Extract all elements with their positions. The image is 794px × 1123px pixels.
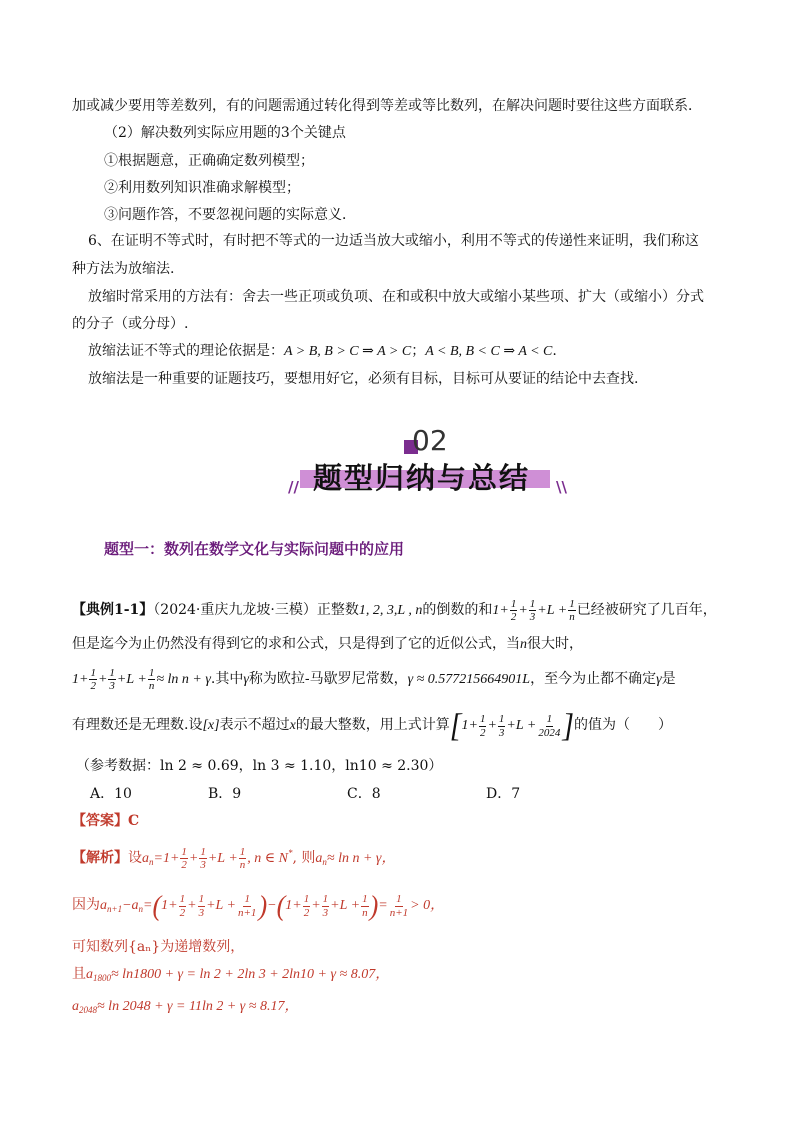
example-line-4: [72, 707, 673, 744]
math-var: a: [131, 898, 139, 914]
math-value: γ ≈ 0.577215664901L: [407, 671, 531, 687]
text: 但是迄今为止仍然没有得到它的求和公式，只是得到了它的近似公式，当: [72, 636, 520, 652]
math-op: +: [168, 898, 178, 914]
paren-left: (: [152, 889, 162, 922]
denominator: 2: [179, 906, 186, 919]
denominator: 2: [303, 906, 310, 919]
math-var: a: [142, 850, 149, 866]
denominator: 3: [200, 859, 206, 872]
math-approx: [315, 851, 395, 866]
math-rhs: ≈ ln1800 + γ = ln 2 + 2ln 3 + 2ln10 + γ ≈ 8.07，: [111, 967, 390, 982]
numerator: 1: [179, 893, 186, 906]
period: .: [552, 343, 557, 359]
math-op: +: [311, 898, 321, 914]
math-op: +: [187, 898, 197, 914]
subscript: 1800: [93, 973, 111, 983]
math-harmonic-sum: [492, 598, 576, 624]
analysis-line-1: [72, 846, 395, 871]
example-source: （2024·重庆九龙坡·三模）: [153, 601, 317, 618]
numerator: 1: [109, 667, 115, 679]
paren-right: ): [369, 889, 379, 922]
numerator: 1: [200, 846, 206, 858]
math-op: +: [79, 671, 89, 687]
denominator: 2: [479, 726, 486, 739]
math-term: 1: [285, 898, 293, 914]
math-op: +L +: [330, 898, 361, 914]
text: , 则: [292, 849, 316, 866]
slash-decoration-left: //: [288, 478, 299, 496]
subscript: n: [138, 904, 144, 915]
text: 正整数: [316, 601, 359, 618]
example-line-1: [72, 598, 717, 623]
section-number: 02: [412, 424, 448, 457]
numerator: 1: [198, 893, 205, 906]
analysis-line-4: [72, 967, 389, 983]
denominator: 2: [181, 859, 187, 872]
math-var: a: [86, 967, 93, 982]
text: 有理数还是无理数.设: [72, 717, 203, 734]
fraction: [198, 893, 206, 918]
text-line: [88, 344, 557, 359]
math-op: −: [267, 898, 277, 914]
subscript: n+1: [107, 904, 123, 915]
denominator: 2: [90, 680, 96, 693]
denominator: n: [569, 611, 575, 624]
fraction: [108, 667, 116, 692]
math-estimate: [86, 967, 389, 982]
text: 的值为（ ）: [574, 717, 673, 734]
text: 设: [128, 849, 142, 866]
text: 表示不超过: [219, 717, 290, 734]
analysis-line-3: 可知数列{aₙ}为递增数列，: [72, 939, 245, 955]
option-d: D．7: [486, 786, 521, 802]
math-var: n: [520, 637, 527, 652]
math-op: =: [378, 898, 388, 914]
example-label: 【典例1-1】: [72, 601, 154, 618]
numerator: 1: [244, 893, 250, 906]
math-var: a: [100, 898, 107, 914]
numerator: 1: [239, 846, 246, 858]
paren-left: (: [276, 889, 286, 922]
math-op: +L +: [206, 898, 236, 914]
numerator: 1: [479, 713, 486, 726]
fraction: [237, 893, 257, 918]
math-definition: [142, 846, 293, 872]
text-line: 的分子（或分母）.: [72, 316, 189, 332]
denominator: n: [148, 680, 155, 693]
subheading: （2）解决数列实际应用题的3个关键点: [104, 125, 346, 141]
text: 因为: [72, 897, 100, 914]
analysis-label: 【解析】: [72, 849, 128, 866]
section-title: 题型归纳与总结: [313, 461, 531, 495]
fraction: [568, 598, 576, 623]
math-op: =: [143, 898, 153, 914]
reference-data: （参考数据：ln 2 ≈ 0.69，ln 3 ≈ 1.10，ln10 ≈ 2.30）: [76, 758, 443, 774]
text: 的最大整数，用上式计算: [295, 717, 450, 734]
text: 已经被研究了几百年，: [576, 601, 717, 618]
denominator: 2: [510, 611, 517, 624]
option-a: A．10: [90, 786, 132, 802]
text-line: 种方法为放缩法.: [72, 261, 175, 277]
numerator: 1: [510, 598, 517, 610]
superscript: *: [288, 847, 293, 858]
analysis-line-5: [72, 999, 298, 1015]
math-op: +: [487, 718, 497, 734]
math-var: a: [72, 999, 79, 1014]
fraction: [361, 893, 369, 918]
denominator: n: [239, 859, 246, 872]
math-op: +: [518, 602, 528, 618]
math-formula: A > B, B > C ⇒ A > C: [284, 344, 412, 359]
math-op: =: [153, 850, 163, 866]
denominator: 3: [498, 726, 505, 739]
text-line: 6、在证明不等式时，有时把不等式的一边适当放大或缩小，利用不等式的传递性来证明，我们称这: [88, 233, 699, 249]
slash-decoration-right: \\: [556, 478, 567, 496]
bracket-right: ]: [562, 707, 575, 744]
analysis-line-2: [72, 889, 445, 922]
example-line-2: [72, 637, 583, 652]
math-approx: ≈ ln n + γ: [156, 671, 211, 687]
fraction: [529, 598, 537, 623]
separator: ；: [411, 343, 426, 359]
question-type-heading: 题型一：数列在数学文化与实际问题中的应用: [104, 540, 405, 558]
numerator: 1: [148, 667, 155, 679]
text: 且: [72, 966, 86, 982]
math-term: 1: [162, 850, 170, 866]
fraction: [537, 713, 561, 738]
fraction: [199, 846, 207, 871]
list-item: ②利用数列知识准确求解模型；: [104, 180, 300, 196]
math-op: +L +: [207, 850, 238, 866]
fraction: [479, 713, 487, 738]
numerator: 1: [498, 713, 505, 726]
math-op: +: [169, 850, 180, 866]
math-inequality: > 0，: [410, 898, 445, 914]
bracket-left: [: [449, 707, 462, 744]
math-op: +: [468, 718, 478, 734]
denominator: n: [362, 906, 368, 919]
math-floor-expression: [449, 707, 575, 744]
denominator: n+1: [389, 906, 409, 919]
math-op: +L +: [537, 602, 568, 618]
math-rhs: ≈ ln 2048 + γ = 11ln 2 + γ ≈ 8.17，: [97, 999, 299, 1014]
denominator: 3: [322, 906, 329, 919]
text: 称为欧拉-马歇罗尼常数，: [248, 670, 408, 687]
denominator: 3: [529, 611, 536, 624]
fraction: [389, 893, 409, 918]
fraction: [498, 713, 506, 738]
math-op: +L +: [506, 718, 537, 734]
list-item: ③问题作答，不要忽视问题的实际意义．: [104, 207, 356, 223]
math-formula: A < B, B < C ⇒ A < C: [425, 344, 553, 359]
fraction: [180, 846, 188, 871]
denominator: 3: [198, 906, 205, 919]
math-var: x: [289, 718, 296, 734]
math-op: +: [97, 671, 108, 687]
denominator: 3: [109, 680, 115, 693]
math-op: +L +: [116, 671, 147, 687]
numerator: 1: [569, 598, 575, 610]
fraction: [148, 667, 156, 692]
example-line-3: [72, 667, 676, 692]
math-term: 1: [461, 718, 469, 734]
answer: 【答案】C: [72, 813, 140, 829]
numerator: 1: [181, 846, 187, 858]
math-op: +: [292, 898, 302, 914]
text: 的倒数的和: [422, 601, 493, 618]
option-b: B．9: [208, 786, 242, 802]
numerator: 1: [396, 893, 402, 906]
basis-label: 放缩法证不等式的理论依据是：: [88, 343, 284, 359]
math-difference: [100, 889, 445, 922]
math-op: +: [499, 602, 509, 618]
numerator: 1: [322, 893, 329, 906]
math-term: 1: [492, 602, 500, 618]
math-term: 1: [161, 898, 169, 914]
fraction: [89, 667, 97, 692]
text-line: 放缩法是一种重要的证题技巧，要想用好它，必须有目标，目标可从要证的结论中去查找.: [88, 371, 639, 387]
fraction: [322, 893, 330, 918]
math-var: γ: [656, 671, 662, 687]
numerator: 1: [90, 667, 96, 679]
denominator: n+1: [238, 906, 257, 919]
fraction: [179, 893, 187, 918]
math-set: , n ∈ N: [247, 850, 288, 866]
text-line: 加或减少要用等差数列，有的问题需通过转化得到等差或等比数列，在解决问题时要往这些方面联系．: [72, 98, 702, 114]
math-var: γ: [243, 671, 249, 687]
math-op: −: [122, 898, 132, 914]
math-sequence: 1, 2, 3,L , n: [358, 602, 423, 618]
math-term: 1: [72, 671, 79, 687]
fraction: [510, 598, 518, 623]
math-harmonic-sum: [72, 667, 211, 693]
math-var: [x]: [202, 718, 220, 734]
numerator: 1: [529, 598, 536, 610]
math-estimate: [72, 999, 298, 1014]
numerator: 1: [546, 713, 553, 726]
math-var: a: [315, 850, 323, 866]
text: 是: [661, 670, 676, 687]
text: ，至今为止都不确定: [530, 670, 657, 687]
fraction: [303, 893, 311, 918]
text: 很大时，: [527, 636, 583, 652]
numerator: 1: [303, 893, 310, 906]
list-item: ①根据题意，正确确定数列模型；: [104, 153, 314, 169]
subscript: n: [149, 856, 154, 867]
math-approx-rhs: ≈ ln n + γ，: [326, 850, 396, 866]
denominator: 2024: [538, 726, 561, 739]
math-op: +: [188, 850, 199, 866]
paren-right: ): [258, 889, 268, 922]
option-c: C．8: [347, 786, 381, 802]
subscript: 2048: [79, 1005, 97, 1015]
subscript: n: [322, 856, 327, 867]
text: .其中: [210, 670, 244, 687]
fraction: [239, 846, 247, 871]
numerator: 1: [362, 893, 368, 906]
text-line: 放缩时常采用的方法有：舍去一些正项或负项、在和或积中放大或缩小某些项、扩大（或缩小）分式: [88, 289, 704, 305]
